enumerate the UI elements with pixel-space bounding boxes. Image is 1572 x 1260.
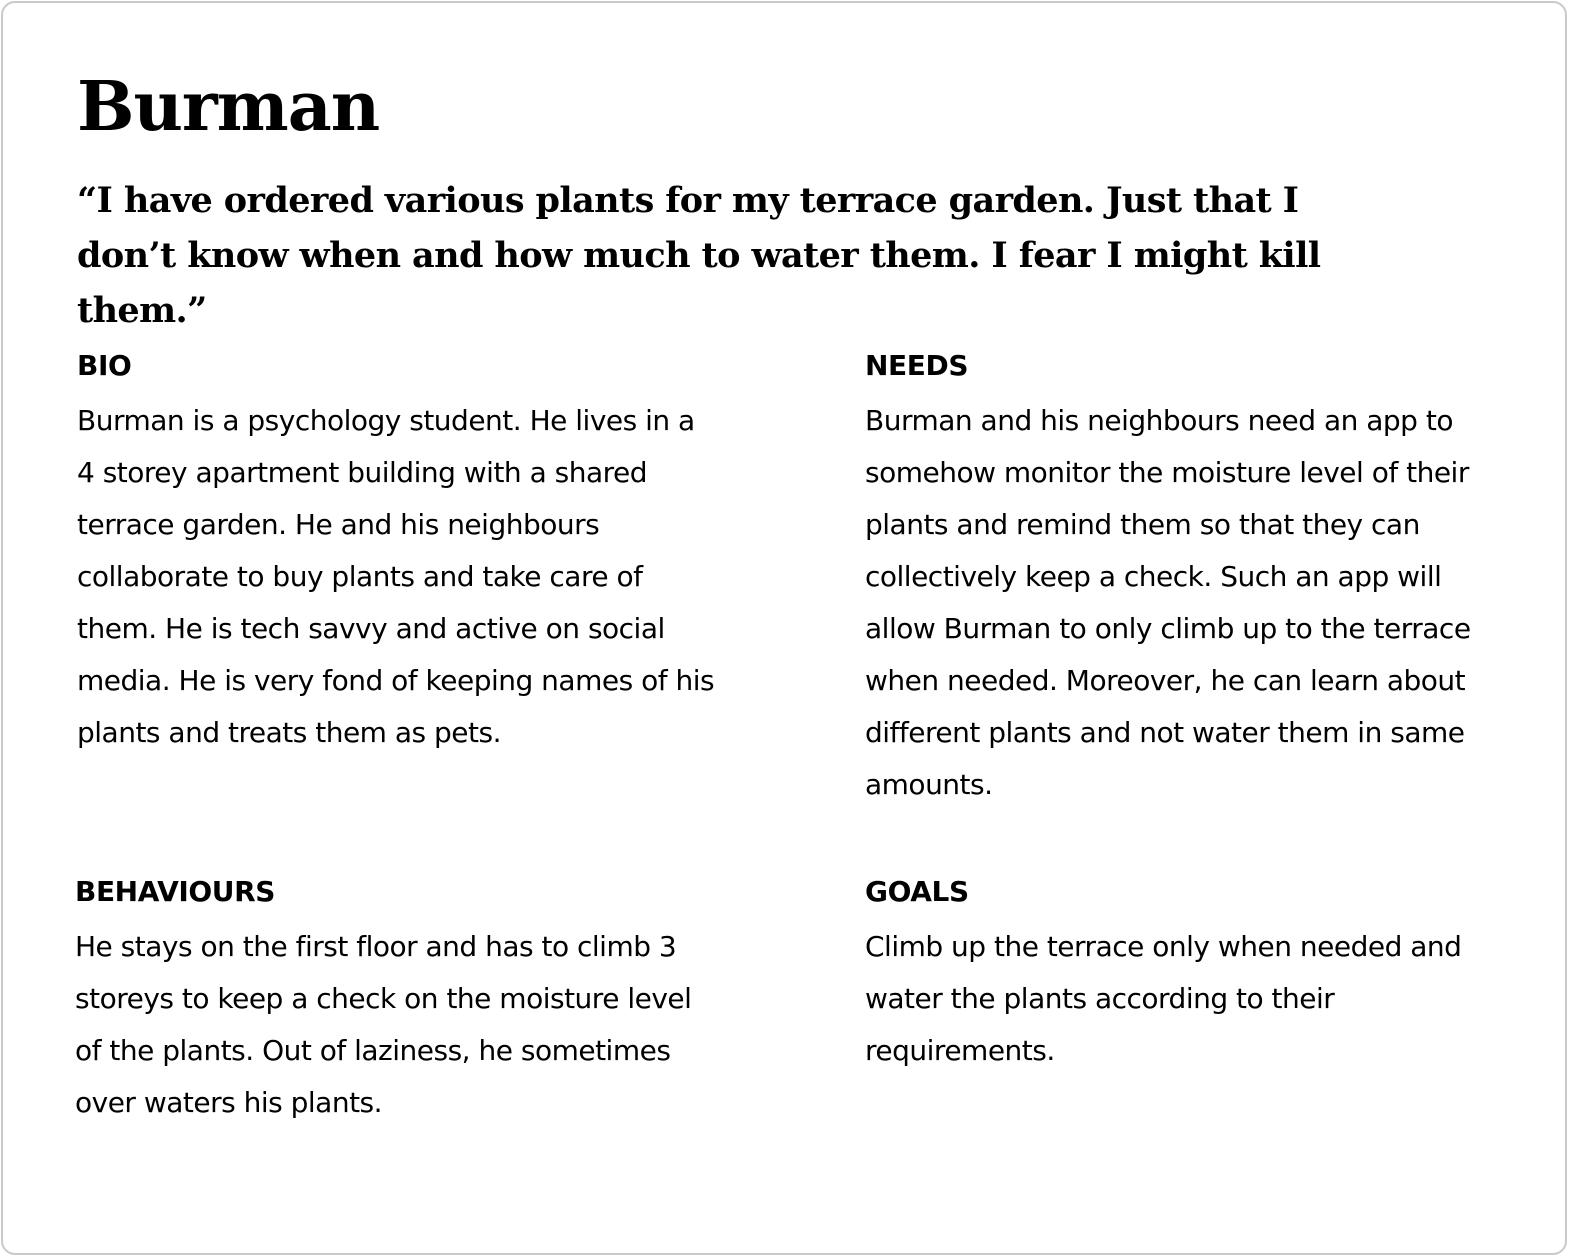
persona-name: Burman	[77, 67, 380, 147]
persona-quote: “I have ordered various plants for my terrace garden. Just that I don’t know when and how much to water them. I fear I might kill them.”	[77, 180, 1321, 331]
needs-text: Burman and his neighbours need an app to somehow monitor the moisture level of their plants and remind them so that they can collectively keep a check. Such an app will allow Burman to only climb up to the terrace when needed. Moreover, he can learn about different plants and not water them in same amounts.	[865, 404, 1471, 801]
behaviours-section	[75, 871, 715, 1129]
goals-text: Climb up the terrace only when needed and water the plants according to their requirements.	[865, 930, 1462, 1067]
needs-heading: NEEDS	[865, 349, 969, 382]
bio-text: Burman is a psychology student. He lives in a 4 storey apartment building with a shared terrace garden. He and his neighbours collaborate to buy plants and take care of them. He is tech savvy and active on social media. He is very fond of keeping names of his plants and treats them as pets.	[77, 404, 715, 749]
bio-section	[77, 345, 717, 759]
behaviours-text: He stays on the first floor and has to climb 3 storeys to keep a check on the moisture level of the plants. Out of laziness, he sometimes over waters his plants.	[75, 930, 692, 1119]
needs-section	[865, 345, 1505, 811]
persona-card	[1, 1, 1567, 1255]
goals-section	[865, 871, 1505, 1077]
behaviours-heading: BEHAVIOURS	[75, 875, 276, 908]
goals-heading: GOALS	[865, 875, 969, 908]
bio-heading: BIO	[77, 349, 132, 382]
